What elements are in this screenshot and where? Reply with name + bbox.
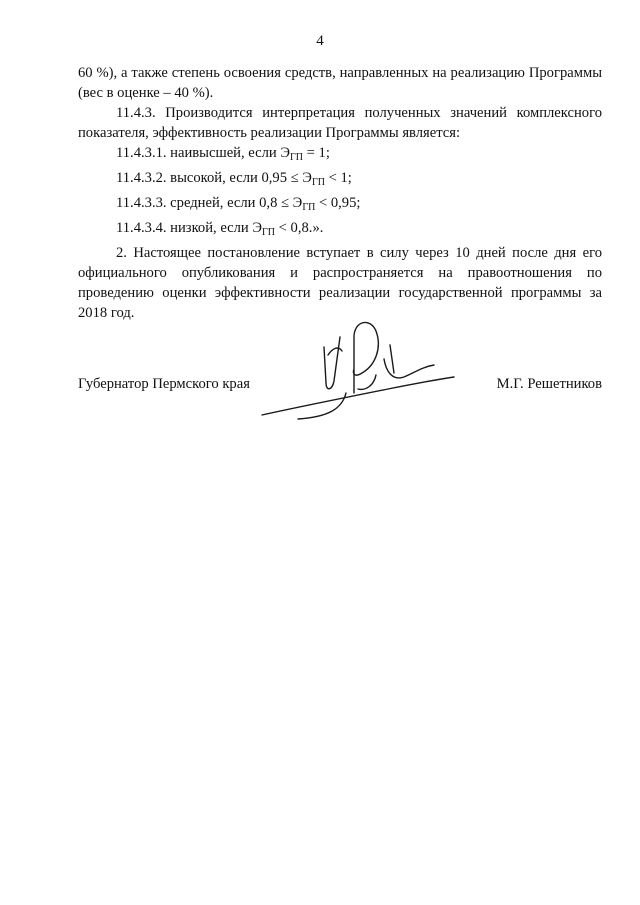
effective-date-paragraph: 2. Настоящее постановление вступает в силу через 10 дней после дня его официального опубликования и распространяется на правоотношения по проведению оценки эффективности реализации государственной программы за 2018 год. — [78, 245, 602, 321]
condition-item — [78, 143, 602, 168]
condition-text: 11.4.3.4. низкой, если Э — [116, 220, 263, 236]
condition-text: 11.4.3.3. средней, если 0,8 ≤ Э — [116, 195, 303, 211]
signer-name: М.Г. Решетников — [496, 376, 602, 392]
page-number: 4 — [316, 33, 324, 49]
document-body — [78, 63, 602, 323]
condition-value: = 1; — [303, 145, 330, 161]
condition-subscript: ГП — [302, 202, 316, 213]
condition-value: < 1; — [324, 170, 352, 186]
condition-subscript: ГП — [289, 152, 303, 163]
signer-title: Губернатор Пермского края — [78, 376, 250, 392]
condition-subscript: ГП — [262, 227, 276, 238]
continuation-paragraph: 60 %), а также степень освоения средств, направленных на реализацию Программы (вес в оценке – 40 %). — [78, 65, 602, 101]
condition-value: < 0,95; — [315, 195, 361, 211]
condition-item — [78, 218, 602, 243]
condition-text: 11.4.3.1. наивысшей, если Э — [116, 145, 290, 161]
condition-text: 11.4.3.2. высокой, если 0,95 ≤ Э — [116, 170, 312, 186]
clause-11-4-3: 11.4.3. Производится интерпретация полученных значений комплексного показателя, эффективность реализации Программы является: — [78, 105, 602, 141]
condition-item — [78, 168, 602, 193]
condition-value: < 0,8.». — [275, 220, 324, 236]
condition-item — [78, 193, 602, 218]
handwritten-signature — [258, 315, 458, 425]
condition-subscript: ГП — [311, 177, 325, 188]
